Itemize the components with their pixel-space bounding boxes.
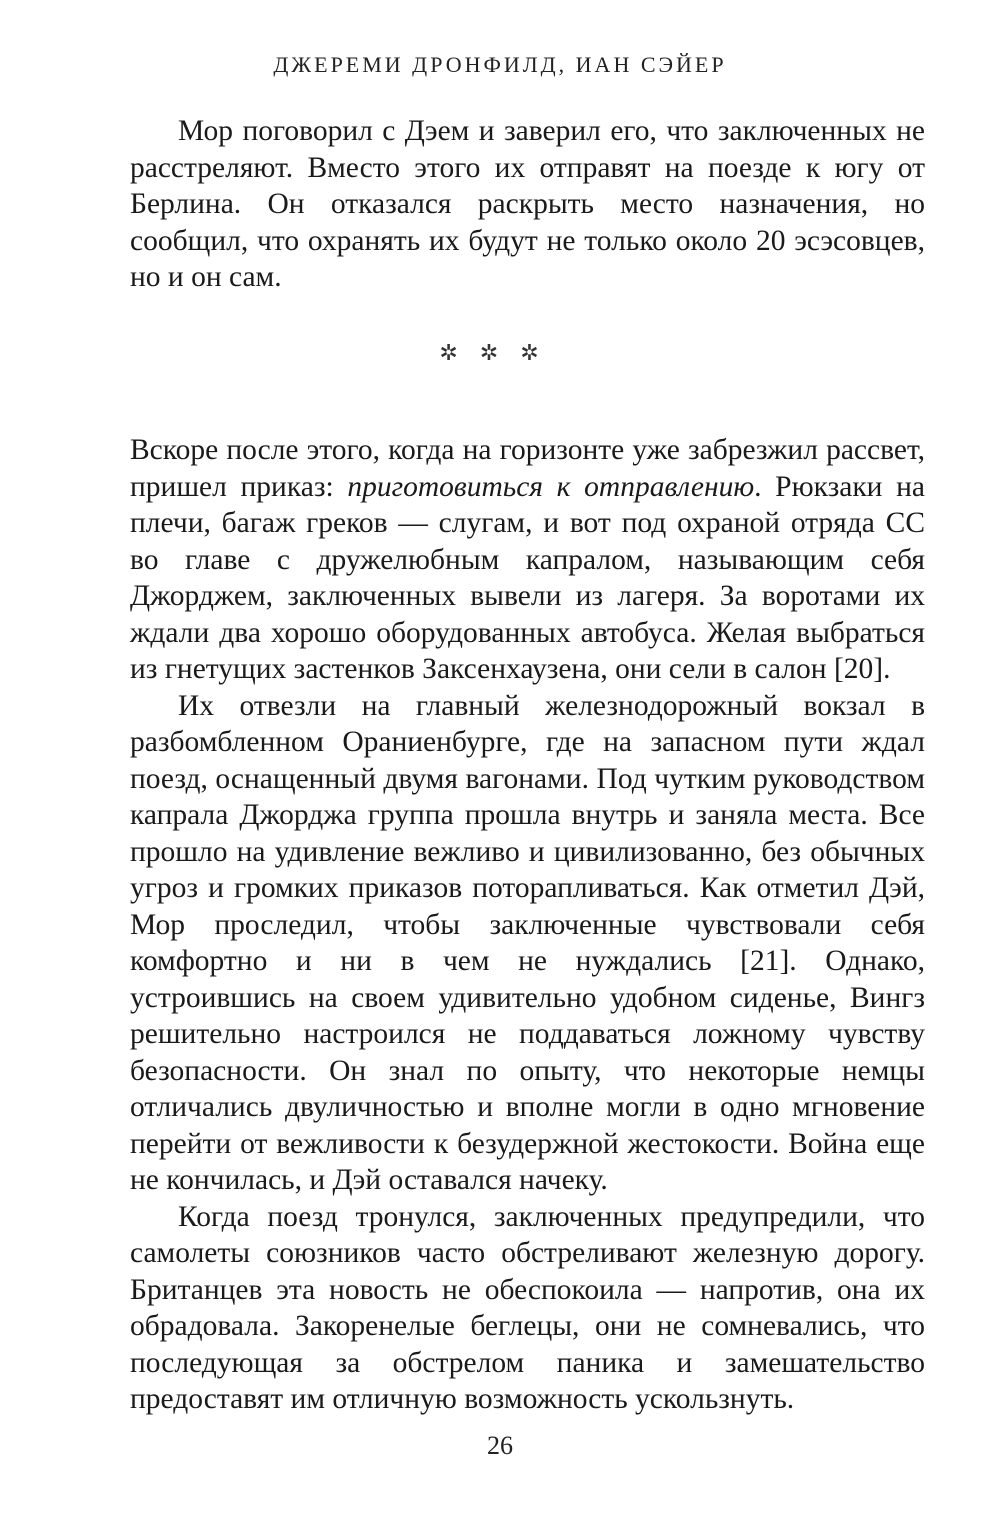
paragraph-3: Их отвезли на главный железнодорожный вокзал в разбомбленном Ораниенбурге, где на запасном пути ждал поезд, оснащенный двумя вагонами. Под чутким руководством капрала Джорджа группа прошла внутрь и заняла места. Все прошло на удивление вежливо и цивилизованно, без обычных угроз и громких приказов поторапливаться. Как отметил Дэй, Мор проследил, чтобы заключенные чувствовали себя комфортно и ни в чем не нуждались [21]. Однако, устроившись на своем удивительно удобном сиденье, Вингз решительно настроился не поддаваться ложному чувству безопасности. Он знал по опыту, что некоторые немцы отличались двуличностью и вполне могли в одно мгновение перейти от вежливости к безудержной жестокости. Война еще не кончилась, и Дэй оставался начеку. bbox=[130, 689, 925, 1196]
page-number: 26 bbox=[487, 1431, 513, 1460]
paragraph-2-part-1: Вскоре после этого, когда на горизонте уже забрезжил рассвет, пришел приказ: bbox=[130, 434, 925, 503]
text-block-main bbox=[130, 432, 925, 1418]
running-head: ДЖЕРЕМИ ДРОНФИЛД, ИАН СЭЙЕР bbox=[273, 52, 727, 77]
paragraph-4: Когда поезд тронулся, заключенных предупредили, что самолеты союзников часто обстреливают железную дорогу. Британцев эта новость не обеспокоила — напротив, она их обрадовала. Закоренелые беглецы, они не сомневались, что последующая за обстрелом паника и замешательство предоставят им отличную возможность ускользнуть. bbox=[130, 1200, 925, 1415]
paragraph-2 bbox=[130, 432, 925, 688]
paragraph-2-italic: приготовиться к отправлению bbox=[347, 470, 755, 503]
paragraph-1: Мор поговорил с Дэем и заверил его, что заключенных не расстреляют. Вместо этого их отправят на поезде к югу от Берлина. Он отказался раскрыть место назначения, но сообщил, что охранять их будут не только около 20 эсэсовцев, но и он сам. bbox=[130, 115, 925, 293]
paragraph-2-part-2: . Рюкзаки на плечи, багаж греков — слугам, и вот под охраной отряда СС во главе с дружелюбным капралом, называющим себя Джорджем, заключенных вывели из лагеря. За воротами их ждали два хорошо оборудованных автобуса. Желая выбраться из гнетущих застенков Заксенхаузена, они сели в салон [20]. bbox=[130, 470, 925, 685]
section-separator: ✲✲✲ bbox=[439, 340, 561, 365]
text-block-top bbox=[130, 113, 925, 296]
